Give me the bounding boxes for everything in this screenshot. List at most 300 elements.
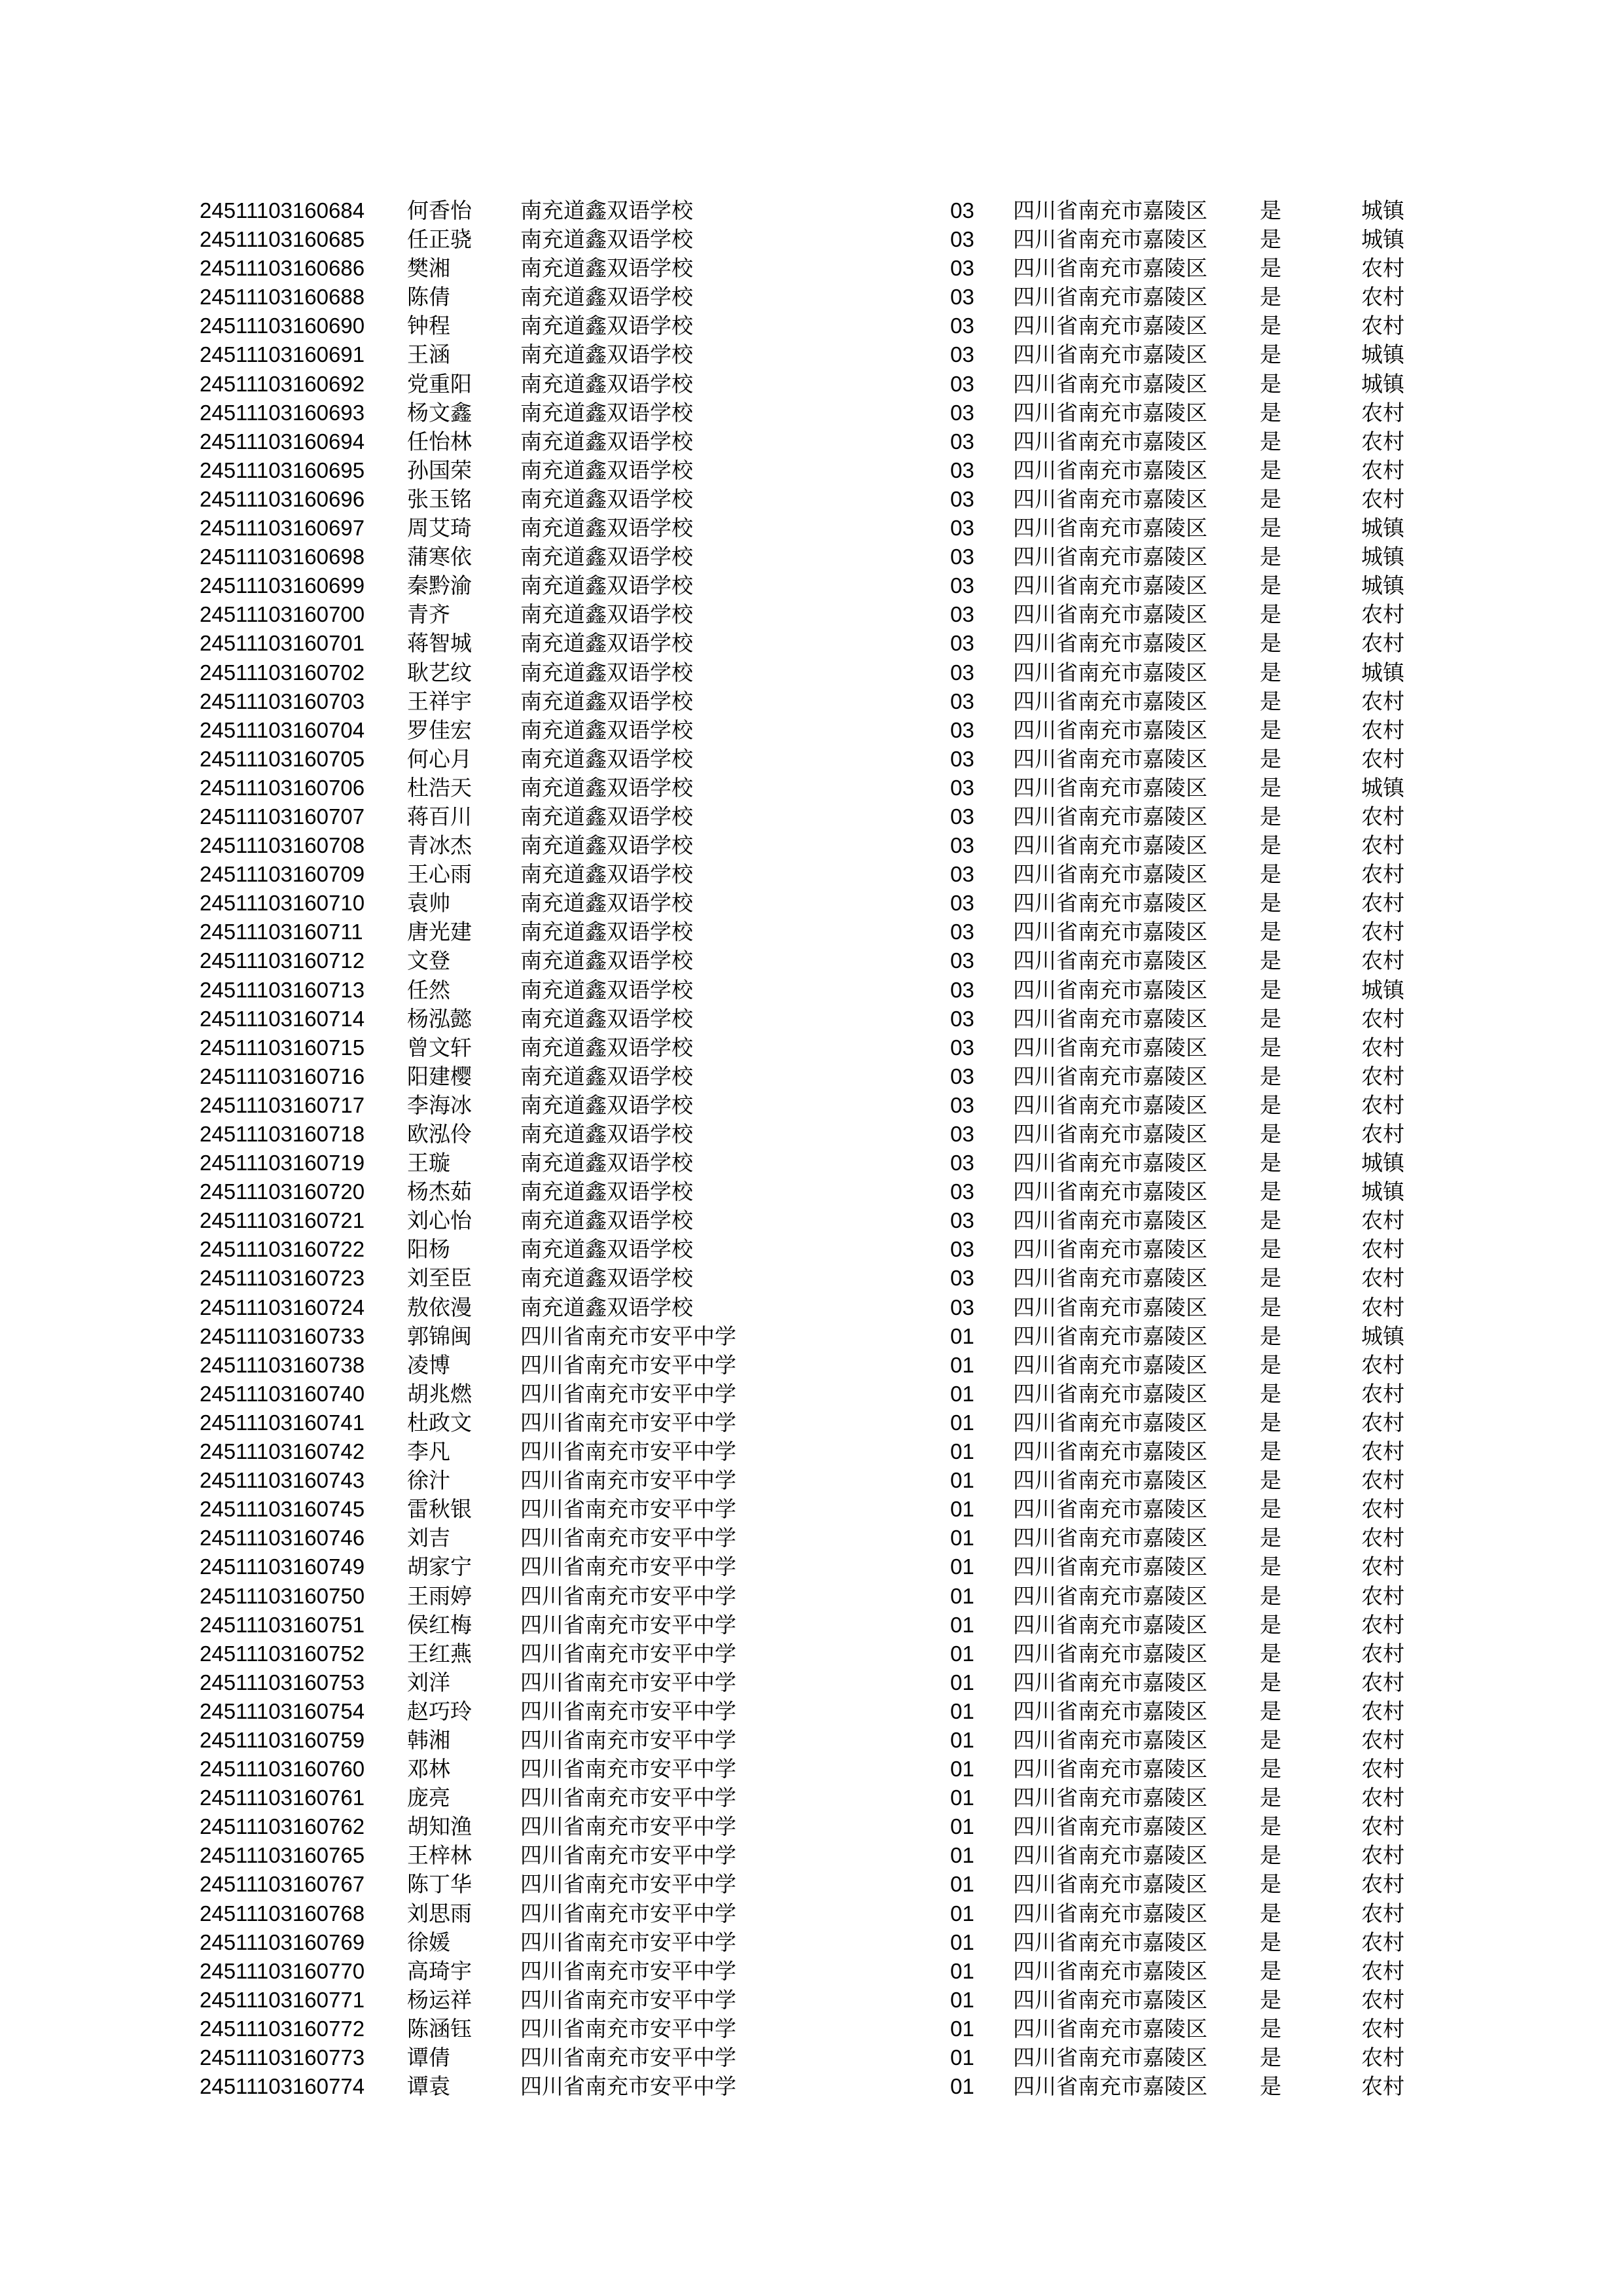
- table-row: [0, 774, 1623, 802]
- flag-cell: 是: [1260, 1467, 1281, 1494]
- table-row: [0, 1784, 1623, 1812]
- flag-cell: 是: [1260, 774, 1281, 800]
- region-cell: 四川省南充市嘉陵区: [1013, 226, 1207, 253]
- student-id-cell: 24511103160750: [200, 1583, 365, 1608]
- table-row: [0, 1611, 1623, 1640]
- school-cell: 南充道鑫双语学校: [520, 515, 693, 541]
- area-type-cell: 农村: [1361, 313, 1404, 339]
- flag-cell: 是: [1260, 1640, 1281, 1666]
- area-type-cell: 农村: [1361, 486, 1404, 512]
- region-cell: 四川省南充市嘉陵区: [1013, 515, 1207, 541]
- flag-cell: 是: [1260, 2045, 1281, 2070]
- region-cell: 四川省南充市嘉陵区: [1013, 948, 1207, 974]
- area-type-cell: 农村: [1361, 1467, 1404, 1494]
- table-row: [0, 1062, 1623, 1091]
- category-code-cell: 01: [950, 2045, 974, 2070]
- student-id-cell: 24511103160713: [200, 977, 365, 1002]
- region-cell: 四川省南充市嘉陵区: [1013, 1958, 1207, 1984]
- area-type-cell: 农村: [1361, 803, 1404, 829]
- category-code-cell: 03: [950, 660, 974, 685]
- flag-cell: 是: [1260, 1986, 1281, 2013]
- category-code-cell: 03: [950, 746, 974, 771]
- category-code-cell: 03: [950, 198, 974, 223]
- area-type-cell: 农村: [1361, 399, 1404, 425]
- area-type-cell: 农村: [1361, 890, 1404, 916]
- table-row: [0, 2072, 1623, 2101]
- region-cell: 四川省南充市嘉陵区: [1013, 1554, 1207, 1580]
- flag-cell: 是: [1260, 1525, 1281, 1551]
- table-row: [0, 716, 1623, 745]
- student-id-cell: 24511103160696: [200, 486, 365, 511]
- category-code-cell: 03: [950, 833, 974, 858]
- flag-cell: 是: [1260, 1208, 1281, 1234]
- category-code-cell: 01: [950, 1323, 974, 1348]
- flag-cell: 是: [1260, 890, 1281, 916]
- school-cell: 南充道鑫双语学校: [520, 399, 693, 425]
- flag-cell: 是: [1260, 486, 1281, 512]
- area-type-cell: 农村: [1361, 1814, 1404, 1840]
- student-id-cell: 24511103160721: [200, 1208, 365, 1233]
- school-cell: 四川省南充市安平中学: [520, 2073, 736, 2100]
- student-id-cell: 24511103160746: [200, 1526, 365, 1551]
- region-cell: 四川省南充市嘉陵区: [1013, 313, 1207, 339]
- student-name-cell: 樊湘: [407, 255, 450, 281]
- flag-cell: 是: [1260, 1005, 1281, 1031]
- category-code-cell: 01: [950, 1439, 974, 1464]
- flag-cell: 是: [1260, 457, 1281, 483]
- flag-cell: 是: [1260, 1439, 1281, 1465]
- category-code-cell: 01: [950, 1987, 974, 2012]
- flag-cell: 是: [1260, 2015, 1281, 2041]
- student-id-cell: 24511103160685: [200, 227, 365, 252]
- student-name-cell: 刘至臣: [407, 1265, 472, 1291]
- area-type-cell: 农村: [1361, 1929, 1404, 1955]
- student-id-cell: 24511103160698: [200, 545, 365, 569]
- student-id-cell: 24511103160723: [200, 1266, 365, 1291]
- region-cell: 四川省南充市嘉陵区: [1013, 1409, 1207, 1435]
- school-cell: 四川省南充市安平中学: [520, 1986, 736, 2013]
- flag-cell: 是: [1260, 226, 1281, 253]
- student-id-cell: 24511103160688: [200, 285, 365, 310]
- table-row: [0, 918, 1623, 946]
- flag-cell: 是: [1260, 1871, 1281, 1897]
- table-row: [0, 1668, 1623, 1697]
- region-cell: 四川省南充市嘉陵区: [1013, 1871, 1207, 1897]
- student-name-cell: 谭袁: [407, 2073, 450, 2100]
- student-id-cell: 24511103160693: [200, 400, 365, 425]
- student-name-cell: 蒋百川: [407, 803, 472, 829]
- table-row: [0, 629, 1623, 658]
- category-code-cell: 03: [950, 948, 974, 973]
- school-cell: 南充道鑫双语学校: [520, 1005, 693, 1031]
- region-cell: 四川省南充市嘉陵区: [1013, 1900, 1207, 1926]
- category-code-cell: 03: [950, 1006, 974, 1031]
- table-row: [0, 370, 1623, 399]
- flag-cell: 是: [1260, 1611, 1281, 1638]
- category-code-cell: 01: [950, 1843, 974, 1868]
- flag-cell: 是: [1260, 1034, 1281, 1060]
- region-cell: 四川省南充市嘉陵区: [1013, 1669, 1207, 1695]
- school-cell: 四川省南充市安平中学: [520, 1640, 736, 1666]
- school-cell: 南充道鑫双语学校: [520, 1179, 693, 1205]
- student-name-cell: 徐汁: [407, 1467, 450, 1494]
- school-cell: 南充道鑫双语学校: [520, 255, 693, 281]
- school-cell: 四川省南充市安平中学: [520, 1958, 736, 1984]
- school-cell: 四川省南充市安平中学: [520, 1756, 736, 1782]
- region-cell: 四川省南充市嘉陵区: [1013, 1467, 1207, 1494]
- table-row: [0, 1495, 1623, 1524]
- school-cell: 四川省南充市安平中学: [520, 1439, 736, 1465]
- region-cell: 四川省南充市嘉陵区: [1013, 486, 1207, 512]
- student-name-cell: 刘心怡: [407, 1208, 472, 1234]
- flag-cell: 是: [1260, 948, 1281, 974]
- category-code-cell: 03: [950, 256, 974, 281]
- flag-cell: 是: [1260, 1063, 1281, 1089]
- student-id-cell: 24511103160743: [200, 1468, 365, 1493]
- region-cell: 四川省南充市嘉陵区: [1013, 573, 1207, 599]
- student-name-cell: 任然: [407, 977, 450, 1003]
- area-type-cell: 农村: [1361, 2045, 1404, 2070]
- school-cell: 南充道鑫双语学校: [520, 1034, 693, 1060]
- category-code-cell: 03: [950, 602, 974, 627]
- region-cell: 四川省南充市嘉陵区: [1013, 1496, 1207, 1522]
- region-cell: 四川省南充市嘉陵区: [1013, 284, 1207, 310]
- student-id-cell: 24511103160715: [200, 1035, 365, 1060]
- region-cell: 四川省南充市嘉陵区: [1013, 2045, 1207, 2070]
- school-cell: 南充道鑫双语学校: [520, 659, 693, 685]
- student-id-cell: 24511103160716: [200, 1064, 365, 1088]
- category-code-cell: 03: [950, 1208, 974, 1233]
- school-cell: 南充道鑫双语学校: [520, 1265, 693, 1291]
- student-id-cell: 24511103160692: [200, 371, 365, 396]
- category-code-cell: 03: [950, 1064, 974, 1088]
- school-cell: 南充道鑫双语学校: [520, 890, 693, 916]
- school-cell: 四川省南充市安平中学: [520, 1727, 736, 1753]
- region-cell: 四川省南充市嘉陵区: [1013, 1986, 1207, 2013]
- category-code-cell: 01: [950, 1901, 974, 1926]
- category-code-cell: 01: [950, 1872, 974, 1897]
- student-id-cell: 24511103160751: [200, 1612, 365, 1637]
- category-code-cell: 03: [950, 862, 974, 887]
- category-code-cell: 03: [950, 1266, 974, 1291]
- area-type-cell: 农村: [1361, 1525, 1404, 1551]
- region-cell: 四川省南充市嘉陵区: [1013, 198, 1207, 223]
- flag-cell: 是: [1260, 428, 1281, 454]
- student-id-cell: 24511103160710: [200, 891, 365, 916]
- area-type-cell: 城镇: [1361, 370, 1404, 397]
- table-row: [0, 946, 1623, 975]
- school-cell: 南充道鑫双语学校: [520, 745, 693, 772]
- school-cell: 四川省南充市安平中学: [520, 1554, 736, 1580]
- flag-cell: 是: [1260, 745, 1281, 772]
- school-cell: 南充道鑫双语学校: [520, 370, 693, 397]
- area-type-cell: 农村: [1361, 1611, 1404, 1638]
- school-cell: 四川省南充市安平中学: [520, 1669, 736, 1695]
- school-cell: 南充道鑫双语学校: [520, 1121, 693, 1147]
- student-id-cell: 24511103160709: [200, 862, 365, 887]
- area-type-cell: 农村: [1361, 601, 1404, 628]
- student-name-cell: 郭锦闽: [407, 1323, 472, 1349]
- student-name-cell: 赵巧玲: [407, 1698, 472, 1724]
- flag-cell: 是: [1260, 573, 1281, 599]
- area-type-cell: 农村: [1361, 2073, 1404, 2100]
- school-cell: 南充道鑫双语学校: [520, 342, 693, 368]
- area-type-cell: 城镇: [1361, 544, 1404, 570]
- student-id-cell: 24511103160768: [200, 1901, 365, 1926]
- category-code-cell: 01: [950, 1641, 974, 1666]
- student-id-cell: 24511103160762: [200, 1814, 365, 1839]
- flag-cell: 是: [1260, 1554, 1281, 1580]
- student-id-cell: 24511103160769: [200, 1929, 365, 1954]
- area-type-cell: 农村: [1361, 1034, 1404, 1060]
- school-cell: 四川省南充市安平中学: [520, 1352, 736, 1378]
- region-cell: 四川省南充市嘉陵区: [1013, 1439, 1207, 1465]
- region-cell: 四川省南充市嘉陵区: [1013, 1121, 1207, 1147]
- student-id-cell: 24511103160706: [200, 775, 365, 800]
- flag-cell: 是: [1260, 1727, 1281, 1753]
- school-cell: 四川省南充市安平中学: [520, 2045, 736, 2070]
- student-id-cell: 24511103160752: [200, 1641, 365, 1666]
- table-row: [0, 1293, 1623, 1322]
- region-cell: 四川省南充市嘉陵区: [1013, 659, 1207, 685]
- table-row: [0, 1005, 1623, 1033]
- flag-cell: 是: [1260, 2073, 1281, 2100]
- school-cell: 四川省南充市安平中学: [520, 1785, 736, 1811]
- student-name-cell: 刘洋: [407, 1669, 450, 1695]
- student-name-cell: 王涵: [407, 342, 450, 368]
- region-cell: 四川省南充市嘉陵区: [1013, 1352, 1207, 1378]
- area-type-cell: 农村: [1361, 1900, 1404, 1926]
- student-name-cell: 袁帅: [407, 890, 450, 916]
- category-code-cell: 01: [950, 2074, 974, 2099]
- school-cell: 四川省南充市安平中学: [520, 1900, 736, 1926]
- area-type-cell: 城镇: [1361, 659, 1404, 685]
- category-code-cell: 01: [950, 1727, 974, 1752]
- category-code-cell: 03: [950, 342, 974, 367]
- region-cell: 四川省南充市嘉陵区: [1013, 833, 1207, 859]
- category-code-cell: 03: [950, 400, 974, 425]
- table-row: [0, 860, 1623, 889]
- flag-cell: 是: [1260, 1150, 1281, 1176]
- student-name-cell: 阳杨: [407, 1236, 450, 1263]
- table-row: [0, 1120, 1623, 1149]
- school-cell: 南充道鑫双语学校: [520, 833, 693, 859]
- flag-cell: 是: [1260, 977, 1281, 1003]
- student-name-cell: 欧泓伶: [407, 1121, 472, 1147]
- flag-cell: 是: [1260, 1496, 1281, 1522]
- flag-cell: 是: [1260, 1785, 1281, 1811]
- table-row: [0, 1870, 1623, 1899]
- student-name-cell: 杨泓懿: [407, 1005, 472, 1031]
- student-name-cell: 蒲寒依: [407, 544, 472, 570]
- student-id-cell: 24511103160694: [200, 429, 365, 454]
- student-name-cell: 文登: [407, 948, 450, 974]
- area-type-cell: 农村: [1361, 745, 1404, 772]
- area-type-cell: 农村: [1361, 1380, 1404, 1407]
- school-cell: 南充道鑫双语学校: [520, 919, 693, 945]
- category-code-cell: 03: [950, 486, 974, 511]
- region-cell: 四川省南充市嘉陵区: [1013, 1208, 1207, 1234]
- student-id-cell: 24511103160702: [200, 660, 365, 685]
- student-name-cell: 王心雨: [407, 861, 472, 888]
- flag-cell: 是: [1260, 515, 1281, 541]
- student-id-cell: 24511103160753: [200, 1670, 365, 1695]
- table-row: [0, 485, 1623, 514]
- region-cell: 四川省南充市嘉陵区: [1013, 370, 1207, 397]
- category-code-cell: 01: [950, 1352, 974, 1377]
- category-code-cell: 03: [950, 314, 974, 338]
- region-cell: 四川省南充市嘉陵区: [1013, 890, 1207, 916]
- table-row: [0, 225, 1623, 254]
- school-cell: 南充道鑫双语学校: [520, 544, 693, 570]
- student-id-cell: 24511103160708: [200, 833, 365, 858]
- table-row: [0, 1091, 1623, 1120]
- category-code-cell: 01: [950, 1583, 974, 1608]
- student-name-cell: 党重阳: [407, 370, 472, 397]
- student-id-cell: 24511103160717: [200, 1092, 365, 1117]
- table-row: [0, 399, 1623, 427]
- region-cell: 四川省南充市嘉陵区: [1013, 428, 1207, 454]
- area-type-cell: 农村: [1361, 717, 1404, 743]
- category-code-cell: 03: [950, 804, 974, 829]
- student-id-cell: 24511103160695: [200, 457, 365, 482]
- area-type-cell: 农村: [1361, 630, 1404, 656]
- flag-cell: 是: [1260, 544, 1281, 570]
- student-id-cell: 24511103160701: [200, 631, 365, 656]
- student-id-cell: 24511103160749: [200, 1554, 365, 1579]
- area-type-cell: 农村: [1361, 1265, 1404, 1291]
- region-cell: 四川省南充市嘉陵区: [1013, 1814, 1207, 1840]
- category-code-cell: 03: [950, 1179, 974, 1204]
- area-type-cell: 农村: [1361, 1409, 1404, 1435]
- student-id-cell: 24511103160733: [200, 1323, 365, 1348]
- student-name-cell: 任怡林: [407, 428, 472, 454]
- student-name-cell: 韩湘: [407, 1727, 450, 1753]
- school-cell: 四川省南充市安平中学: [520, 1380, 736, 1407]
- category-code-cell: 03: [950, 429, 974, 454]
- category-code-cell: 03: [950, 545, 974, 569]
- school-cell: 四川省南充市安平中学: [520, 1842, 736, 1869]
- student-name-cell: 陈倩: [407, 284, 450, 310]
- category-code-cell: 03: [950, 285, 974, 310]
- region-cell: 四川省南充市嘉陵区: [1013, 255, 1207, 281]
- flag-cell: 是: [1260, 1958, 1281, 1984]
- school-cell: 四川省南充市安平中学: [520, 1871, 736, 1897]
- flag-cell: 是: [1260, 833, 1281, 859]
- category-code-cell: 01: [950, 1410, 974, 1435]
- student-id-cell: 24511103160740: [200, 1381, 365, 1406]
- area-type-cell: 农村: [1361, 948, 1404, 974]
- table-row: [0, 600, 1623, 629]
- category-code-cell: 01: [950, 1526, 974, 1551]
- school-cell: 南充道鑫双语学校: [520, 1208, 693, 1234]
- table-row: [0, 1812, 1623, 1841]
- flag-cell: 是: [1260, 1352, 1281, 1378]
- category-code-cell: 01: [950, 2016, 974, 2041]
- flag-cell: 是: [1260, 1380, 1281, 1407]
- region-cell: 四川省南充市嘉陵区: [1013, 1785, 1207, 1811]
- region-cell: 四川省南充市嘉陵区: [1013, 1727, 1207, 1753]
- student-name-cell: 陈涵钰: [407, 2015, 472, 2041]
- student-id-cell: 24511103160724: [200, 1295, 365, 1319]
- student-name-cell: 何心月: [407, 745, 472, 772]
- region-cell: 四川省南充市嘉陵区: [1013, 717, 1207, 743]
- category-code-cell: 03: [950, 1237, 974, 1262]
- school-cell: 南充道鑫双语学校: [520, 573, 693, 599]
- flag-cell: 是: [1260, 1265, 1281, 1291]
- table-row: [0, 687, 1623, 716]
- region-cell: 四川省南充市嘉陵区: [1013, 399, 1207, 425]
- flag-cell: 是: [1260, 803, 1281, 829]
- area-type-cell: 农村: [1361, 1871, 1404, 1897]
- category-code-cell: 01: [950, 1381, 974, 1406]
- school-cell: 南充道鑫双语学校: [520, 313, 693, 339]
- school-cell: 四川省南充市安平中学: [520, 1611, 736, 1638]
- table-row: [0, 1899, 1623, 1928]
- area-type-cell: 农村: [1361, 1063, 1404, 1089]
- region-cell: 四川省南充市嘉陵区: [1013, 1756, 1207, 1782]
- flag-cell: 是: [1260, 313, 1281, 339]
- school-cell: 四川省南充市安平中学: [520, 2015, 736, 2041]
- region-cell: 四川省南充市嘉陵区: [1013, 1150, 1207, 1176]
- student-name-cell: 胡兆燃: [407, 1380, 472, 1407]
- flag-cell: 是: [1260, 659, 1281, 685]
- school-cell: 南充道鑫双语学校: [520, 226, 693, 253]
- area-type-cell: 城镇: [1361, 1323, 1404, 1349]
- student-id-cell: 24511103160770: [200, 1958, 365, 1983]
- area-type-cell: 农村: [1361, 1208, 1404, 1234]
- student-id-cell: 24511103160707: [200, 804, 365, 829]
- flag-cell: 是: [1260, 688, 1281, 714]
- region-cell: 四川省南充市嘉陵区: [1013, 1236, 1207, 1263]
- student-id-cell: 24511103160700: [200, 602, 365, 627]
- table-row: [0, 889, 1623, 918]
- table-row: [0, 543, 1623, 571]
- flag-cell: 是: [1260, 255, 1281, 281]
- student-name-cell: 青冰杰: [407, 833, 472, 859]
- table-row: [0, 254, 1623, 283]
- school-cell: 南充道鑫双语学校: [520, 688, 693, 714]
- student-name-cell: 王雨婷: [407, 1583, 472, 1609]
- student-name-cell: 王红燕: [407, 1640, 472, 1666]
- region-cell: 四川省南充市嘉陵区: [1013, 2073, 1207, 2100]
- school-cell: 南充道鑫双语学校: [520, 457, 693, 483]
- region-cell: 四川省南充市嘉陵区: [1013, 1583, 1207, 1609]
- school-cell: 四川省南充市安平中学: [520, 1323, 736, 1349]
- table-row: [0, 1206, 1623, 1235]
- student-id-cell: 24511103160714: [200, 1006, 365, 1031]
- region-cell: 四川省南充市嘉陵区: [1013, 2015, 1207, 2041]
- student-id-cell: 24511103160686: [200, 256, 365, 281]
- category-code-cell: 03: [950, 1092, 974, 1117]
- student-id-cell: 24511103160690: [200, 314, 365, 338]
- region-cell: 四川省南充市嘉陵区: [1013, 1380, 1207, 1407]
- student-name-cell: 王梓林: [407, 1842, 472, 1869]
- school-cell: 四川省南充市安平中学: [520, 1409, 736, 1435]
- region-cell: 四川省南充市嘉陵区: [1013, 977, 1207, 1003]
- flag-cell: 是: [1260, 1323, 1281, 1349]
- category-code-cell: 01: [950, 1814, 974, 1839]
- area-type-cell: 农村: [1361, 1005, 1404, 1031]
- flag-cell: 是: [1260, 399, 1281, 425]
- table-row: [0, 1640, 1623, 1668]
- table-row: [0, 1986, 1623, 2015]
- table-row: [0, 571, 1623, 600]
- school-cell: 四川省南充市安平中学: [520, 1583, 736, 1609]
- region-cell: 四川省南充市嘉陵区: [1013, 1698, 1207, 1724]
- table-row: [0, 1351, 1623, 1380]
- school-cell: 南充道鑫双语学校: [520, 948, 693, 974]
